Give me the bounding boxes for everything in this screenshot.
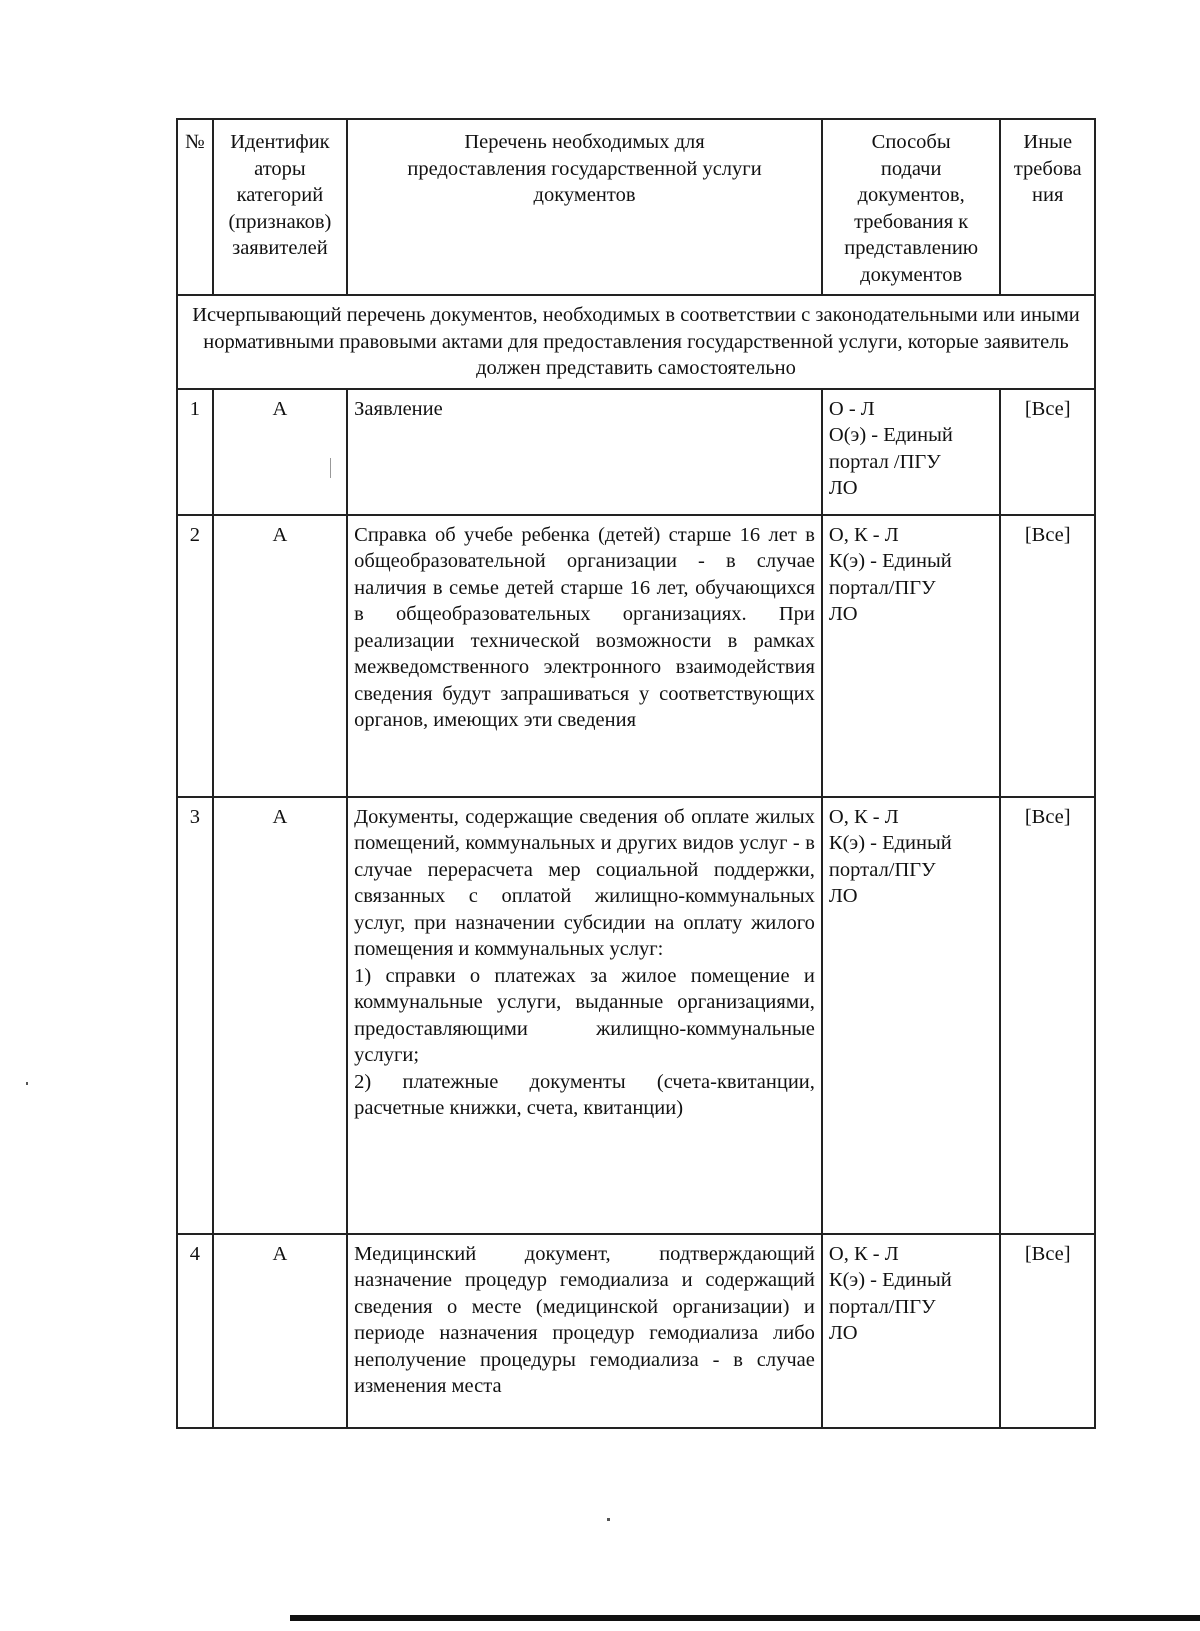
row-other: [Все] — [1000, 1234, 1095, 1428]
row-document: Заявление — [347, 389, 822, 515]
row-identifier: А — [213, 1234, 347, 1428]
documents-table — [176, 118, 1096, 1429]
row-document: Справка об учебе ребенка (детей) старше 16 лет в общеобразовательной организации - в случае наличия в семье детей старше 16 лет, обучающихся в общеобразовательных организациях. При реализации технической возможности в рамках межведомственного электронного взаимодействия сведения будут запрашиваться у соответствующих органов, имеющих эти сведения — [347, 515, 822, 797]
table-row — [177, 389, 1095, 515]
header-other: Иные требова ния — [1000, 119, 1095, 295]
table-row — [177, 515, 1095, 797]
scan-speck — [607, 1518, 610, 1521]
row-document-cell — [347, 797, 822, 1234]
row-document-item-2: 2) платежные документы (счета-квитанции, расчетные книжки, счета, квитанции) — [354, 1070, 815, 1119]
row-identifier: А — [213, 797, 347, 1234]
row-methods: О, К - Л К(э) - Единый портал/ПГУ ЛО — [822, 515, 1001, 797]
row-number: 3 — [177, 797, 213, 1234]
header-documents: Перечень необходимых для предоставления государственной услуги документов — [347, 119, 822, 295]
row-identifier: А — [213, 389, 347, 515]
header-num: № — [177, 119, 213, 295]
scan-speck — [26, 1082, 28, 1085]
header-methods: Способы подачи документов, требования к представлению документов — [822, 119, 1001, 295]
row-number: 4 — [177, 1234, 213, 1428]
table-row — [177, 797, 1095, 1234]
row-methods: О, К - Л К(э) - Единый портал/ПГУ ЛО — [822, 797, 1001, 1234]
row-methods: О, К - Л К(э) - Единый портал/ПГУ ЛО — [822, 1234, 1001, 1428]
scan-edge-line — [290, 1615, 1200, 1621]
row-methods: О - Л О(э) - Единый портал /ПГУ ЛО — [822, 389, 1001, 515]
row-number: 1 — [177, 389, 213, 515]
row-document: Медицинский документ, подтверждающий назначение процедур гемодиализа и содержащий сведения о месте (медицинской организации) и периоде назначения процедур гемодиализа либо неполучение процедуры гемодиализа - в случае изменения места — [347, 1234, 822, 1428]
row-other: [Все] — [1000, 389, 1095, 515]
section-row — [177, 295, 1095, 389]
row-other: [Все] — [1000, 797, 1095, 1234]
row-number: 2 — [177, 515, 213, 797]
table-row — [177, 1234, 1095, 1428]
row-other: [Все] — [1000, 515, 1095, 797]
section-title: Исчерпывающий перечень документов, необходимых в соответствии с законодательными или иными нормативными правовыми актами для предоставления государственной услуги, которые заявитель должен представить самостоятельно — [177, 295, 1095, 389]
row-document: Документы, содержащие сведения об оплате жилых помещений, коммунальных и других видов услуг - в случае перерасчета мер социальной поддержки, связанных с оплатой жилищно-коммунальных услуг, при назначении субсидии на оплату жилого помещения и коммунальных услуг: — [354, 805, 815, 960]
row-identifier: А — [213, 515, 347, 797]
table-header-row — [177, 119, 1095, 295]
row-document-item-1: 1) справки о платежах за жилое помещение и коммунальные услуги, выданные организациями, предоставляющими жилищно-коммунальные услуги; — [354, 964, 815, 1066]
scan-speck — [330, 458, 331, 478]
header-identifiers: Идентифик аторы категорий (признаков) заявителей — [213, 119, 347, 295]
